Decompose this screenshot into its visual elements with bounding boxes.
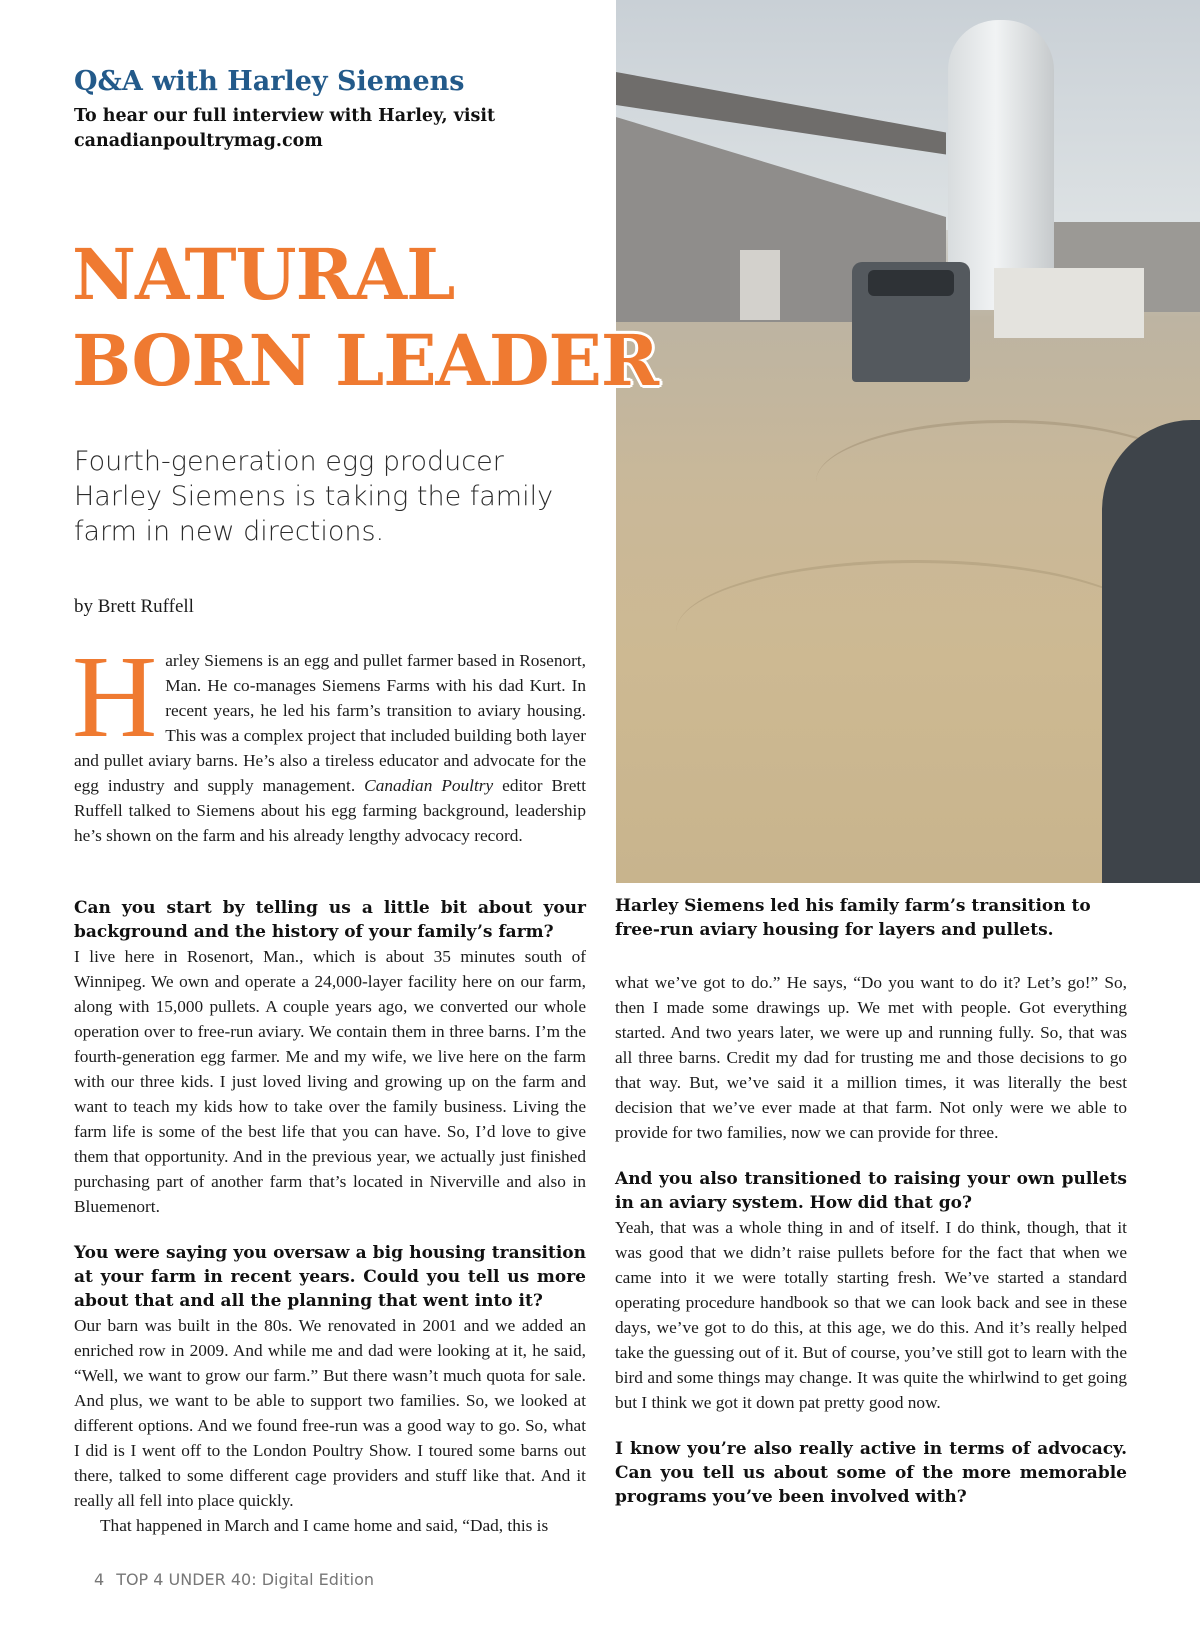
photo-tire-track bbox=[676, 560, 1156, 703]
kicker-subtitle: To hear our full interview with Harley, visit canadianpoultrymag.com bbox=[74, 106, 496, 151]
page-number: 4 bbox=[94, 1570, 105, 1589]
answer-1: I live here in Rosenort, Man., which is about 35 minutes south of Winnipeg. We own and operate a 24,000-layer facility here on our farm, along with 15,000 pullets. A couple years ago, we converted our whole operation over to free-run aviary. We contain them in three barns. I’m the fourth-generation egg farmer. Me and my wife, we live here on the farm with our three kids. I just loved living and growing up on the farm and want to teach my kids how to take over the family business. Living the farm life is some of the best life that you can have. So, I’d love to give them that opportunity. And in the previous year, we actually just finished purchasing part of another farm that’s located in Niverville and also in Bluemenort. bbox=[74, 947, 586, 1216]
answer-2: Our barn was built in the 80s. We renovated in 2001 and we added an enriched row in 2009. And while me and dad were looking at it, he said, “Well, we want to grow our farm.” But there wasn’t much quota for sale. And plus, we want to be able to support two families. So, we looked at different options. And we found free-run was a good way to go. So, what I did is I went off to the London Poultry Show. I toured some barns out there, talked to some different cage providers and stuff like that. And it really all fell into place quickly. bbox=[74, 1316, 586, 1510]
photo-barn-door bbox=[740, 250, 780, 320]
answer-2-continued-right: what we’ve got to do.” He says, “Do you want to do it? Let’s go!” So, then I made some drawings up. We met with people. Got everything started. And two years later, we were up and running fully. So, that was all three barns. Credit my dad for trusting me and those decisions to go that way. But, we’ve said it a million times, it was literally the best decision that we’ve ever made at that farm. Not only were we able to provide for two families, now we can provide for three. bbox=[615, 973, 1127, 1142]
question-2: You were saying you oversaw a big housing transition at your farm in recent years. Could you tell us more about that and all the planning that went into it? bbox=[74, 1243, 586, 1311]
intro-paragraph bbox=[72, 631, 586, 848]
drop-cap: H bbox=[72, 631, 158, 762]
photo-truck-window bbox=[868, 270, 954, 296]
publication-name: Canadian Poultry bbox=[364, 776, 494, 795]
photo-pallets bbox=[994, 268, 1144, 338]
headline bbox=[72, 232, 658, 404]
answer-2-continued: That happened in March and I came home and said, “Dad, this is bbox=[100, 1516, 549, 1535]
question-3: And you also transitioned to raising your own pullets in an aviary system. How did that go? bbox=[615, 1169, 1127, 1213]
headline-line-2: BORN LEADER bbox=[72, 319, 659, 402]
intro-text-b: editor Brett Ruffell talked to Siemens about his egg farming background, leadership he’s shown on the farm and his already lengthy advocacy record. bbox=[74, 776, 586, 845]
photo-caption: Harley Siemens led his family farm’s transition to free-run aviary housing for layers and pullets. bbox=[615, 896, 1091, 940]
page-footer bbox=[94, 1570, 374, 1589]
question-4: I know you’re also really active in terms of advocacy. Can you tell us about some of the more memorable programs you’ve been involved with? bbox=[615, 1439, 1127, 1507]
kicker-title: Q&A with Harley Siemens bbox=[74, 66, 465, 97]
byline: by Brett Ruffell bbox=[74, 596, 194, 617]
left-column bbox=[74, 896, 586, 1538]
photo-person-shoulder bbox=[1102, 420, 1200, 883]
intro-text-a: arley Siemens is an egg and pullet farmer based in Rosenort, Man. He co-manages Siemens Farms with his dad Kurt. In recent years, he led his farm’s transition to aviary housing. This was a complex project that included building both layer and pullet aviary barns. He’s also a tireless educator and advocate for the egg industry and supply management. bbox=[74, 651, 586, 795]
question-1: Can you start by telling us a little bit about your background and the history of your family’s farm? bbox=[74, 898, 586, 942]
answer-3: Yeah, that was a whole thing in and of itself. I do think, though, that it was good that we didn’t raise pullets before for the fact that when we came into it we were totally starting fresh. We’ve started a standard operating procedure handbook so that we can look back and see in these days, we’ve got to do this, at this age, we do this. And it’s really helped take the guessing out of it. But of course, you’ve still got to learn with the bird and some things may change. It was quite the whirlwind to get going but I think we got it down pat pretty good now. bbox=[615, 1218, 1127, 1412]
publication-title: TOP 4 UNDER 40: Digital Edition bbox=[116, 1570, 375, 1589]
deck: Fourth-generation egg producer Harley Siemens is taking the family farm in new directions. bbox=[74, 446, 554, 547]
headline-line-1: NATURAL bbox=[72, 233, 455, 316]
right-column bbox=[615, 970, 1127, 1509]
farm-photo bbox=[616, 0, 1200, 883]
